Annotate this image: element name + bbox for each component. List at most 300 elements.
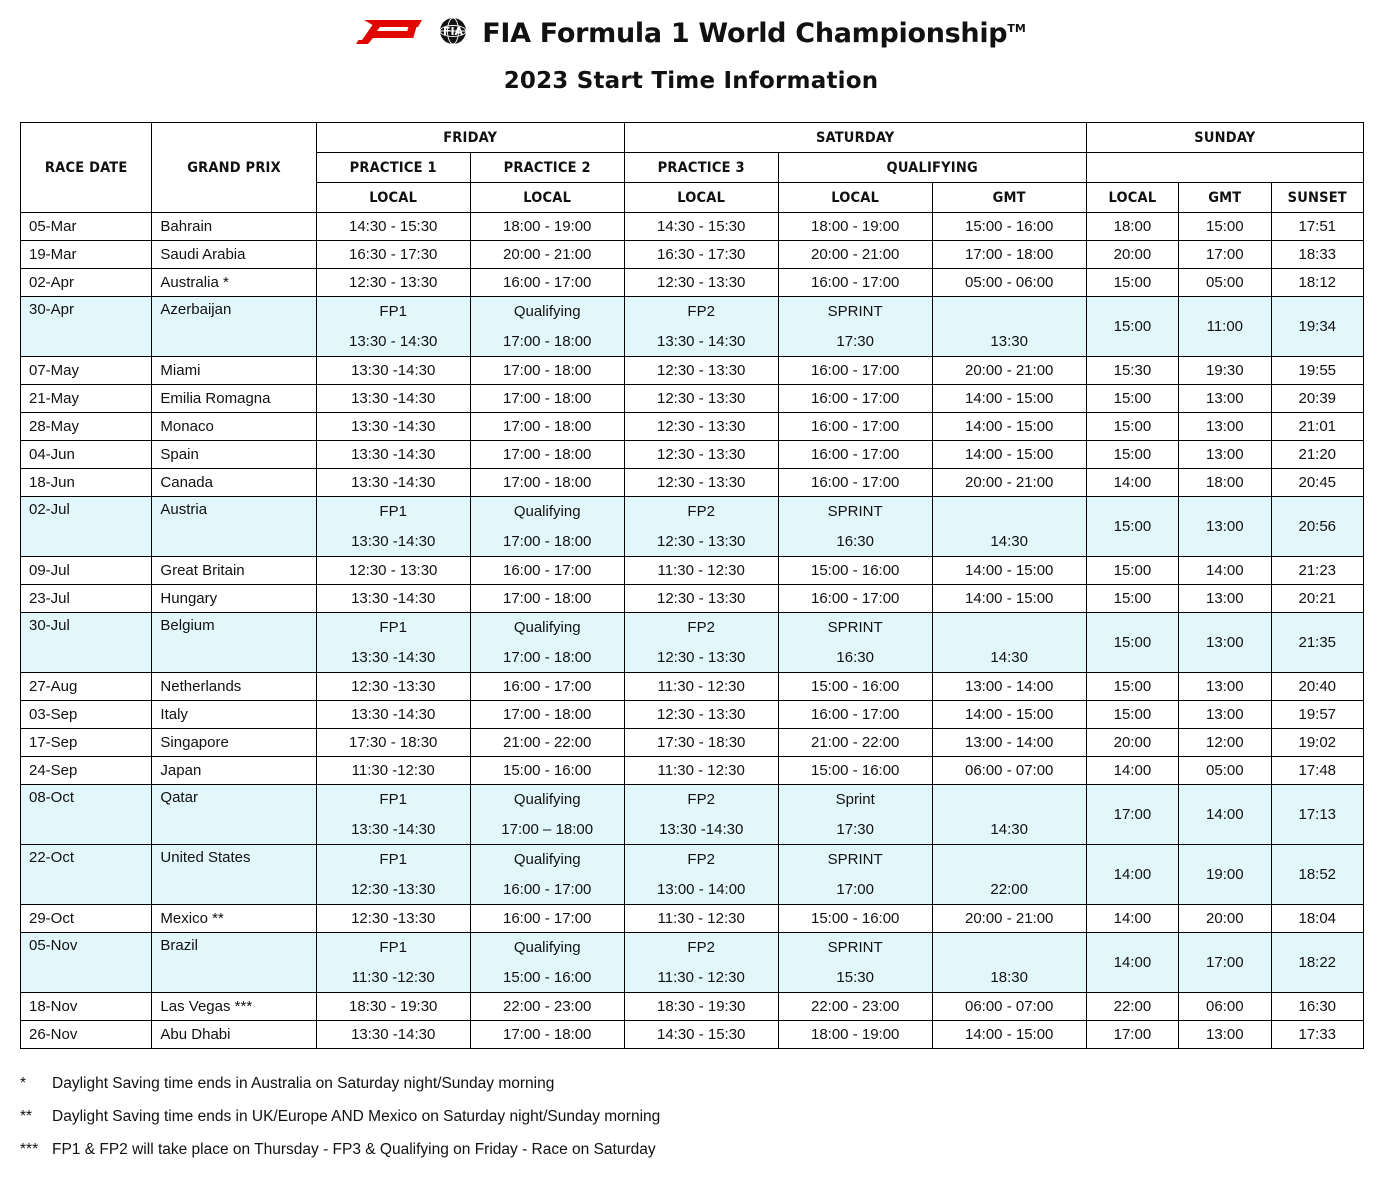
- col-header-practice-1: PRACTICE 1: [316, 153, 470, 183]
- row-race-gmt: 05:00: [1179, 269, 1271, 297]
- row-race-local: 14:00: [1086, 469, 1178, 497]
- row-race-local: 14:00: [1086, 905, 1178, 933]
- table-row: [21, 933, 1364, 963]
- row-race-date: 21-May: [21, 385, 152, 413]
- row-sunset: 20:56: [1271, 497, 1363, 557]
- row-sprint-label: SPRINT: [778, 613, 932, 643]
- row-qualifying-gmt: 15:00 - 16:00: [932, 213, 1086, 241]
- col-header-friday: FRIDAY: [316, 123, 624, 153]
- row-sprint-label: SPRINT: [778, 297, 932, 327]
- row-sprint-label: SPRINT: [778, 497, 932, 527]
- svg-text:FIA: FIA: [443, 24, 464, 38]
- row-race-gmt: 20:00: [1179, 905, 1271, 933]
- row-race-gmt: 15:00: [1179, 213, 1271, 241]
- row-practice2-label: Qualifying: [470, 297, 624, 327]
- row-practice1-local: 13:30 -14:30: [316, 1021, 470, 1049]
- row-practice2-local: 17:00 - 18:00: [470, 469, 624, 497]
- row-sunset: 21:23: [1271, 557, 1363, 585]
- row-race-date: 23-Jul: [21, 585, 152, 613]
- col-header-sunday: SUNDAY: [1086, 123, 1363, 153]
- row-qualifying-gmt-label: [932, 613, 1086, 643]
- row-qualifying-local: 18:00 - 19:00: [778, 1021, 932, 1049]
- row-race-date: 19-Mar: [21, 241, 152, 269]
- row-race-date: 29-Oct: [21, 905, 152, 933]
- table-row: [21, 357, 1364, 385]
- row-practice1-local: 13:30 -14:30: [316, 413, 470, 441]
- row-grand-prix: Hungary: [152, 585, 316, 613]
- row-qualifying-gmt: 13:00 - 14:00: [932, 729, 1086, 757]
- row-grand-prix: Brazil: [152, 933, 316, 993]
- row-qualifying-local: 16:00 - 17:00: [778, 585, 932, 613]
- row-practice3-local: 12:30 - 13:30: [624, 469, 778, 497]
- row-qualifying-local: 16:00 - 17:00: [778, 469, 932, 497]
- row-sunset: 20:21: [1271, 585, 1363, 613]
- row-practice2-local: 17:00 - 18:00: [470, 357, 624, 385]
- row-practice1-label: FP1: [316, 497, 470, 527]
- row-practice2-local: 16:00 - 17:00: [470, 905, 624, 933]
- row-practice2-local: 17:00 - 18:00: [470, 441, 624, 469]
- col-header-practice-2: PRACTICE 2: [470, 153, 624, 183]
- row-grand-prix: Italy: [152, 701, 316, 729]
- row-qualifying-gmt: 06:00 - 07:00: [932, 757, 1086, 785]
- row-sprint-local: 15:30: [778, 963, 932, 993]
- row-practice2-label: Qualifying: [470, 613, 624, 643]
- row-grand-prix: Netherlands: [152, 673, 316, 701]
- row-sunset: 16:30: [1271, 993, 1363, 1021]
- row-practice3-label: FP2: [624, 613, 778, 643]
- row-sunset: 19:55: [1271, 357, 1363, 385]
- footnote-marker: *: [20, 1075, 27, 1092]
- row-qualifying-local: 16:00 - 17:00: [778, 357, 932, 385]
- row-sunset: 20:39: [1271, 385, 1363, 413]
- col-header-race-gmt: GMT: [1179, 183, 1271, 213]
- row-practice2-local: 17:00 - 18:00: [470, 701, 624, 729]
- row-sprint-local: 17:00: [778, 875, 932, 905]
- row-sprint-gmt: 14:30: [932, 527, 1086, 557]
- row-practice3-local: 18:30 - 19:30: [624, 993, 778, 1021]
- row-race-gmt: 13:00: [1179, 701, 1271, 729]
- row-sunset: 21:01: [1271, 413, 1363, 441]
- row-grand-prix: Emilia Romagna: [152, 385, 316, 413]
- row-grand-prix: Bahrain: [152, 213, 316, 241]
- table-row: [21, 469, 1364, 497]
- fia-logo-icon: [436, 17, 470, 50]
- row-sprint-local: 16:30: [778, 527, 932, 557]
- row-race-date: 05-Nov: [21, 933, 152, 993]
- col-header-p2-local: LOCAL: [470, 183, 624, 213]
- row-sunset: 18:52: [1271, 845, 1363, 905]
- row-sunset: 18:33: [1271, 241, 1363, 269]
- row-qualifying-local: 16:00 - 17:00: [778, 385, 932, 413]
- row-qualifying-gmt: 06:00 - 07:00: [932, 993, 1086, 1021]
- row-practice1-local: 13:30 - 14:30: [316, 327, 470, 357]
- row-practice1-local: 13:30 -14:30: [316, 585, 470, 613]
- row-grand-prix: Monaco: [152, 413, 316, 441]
- row-race-local: 15:00: [1086, 613, 1178, 673]
- row-practice3-local: 13:30 - 14:30: [624, 327, 778, 357]
- row-race-gmt: 14:00: [1179, 557, 1271, 585]
- row-practice1-label: FP1: [316, 785, 470, 815]
- table-row: [21, 441, 1364, 469]
- row-practice1-label: FP1: [316, 613, 470, 643]
- row-qualifying-gmt: 13:00 - 14:00: [932, 673, 1086, 701]
- row-qualifying-local: 15:00 - 16:00: [778, 757, 932, 785]
- row-grand-prix: Saudi Arabia: [152, 241, 316, 269]
- row-race-date: 24-Sep: [21, 757, 152, 785]
- row-practice2-label: Qualifying: [470, 785, 624, 815]
- col-header-race-date: RACE DATE: [21, 123, 152, 213]
- row-race-local: 20:00: [1086, 241, 1178, 269]
- row-qualifying-gmt-label: [932, 497, 1086, 527]
- row-sunset: 18:22: [1271, 933, 1363, 993]
- row-practice1-local: 13:30 -14:30: [316, 701, 470, 729]
- row-practice1-local: 18:30 - 19:30: [316, 993, 470, 1021]
- table-row: [21, 845, 1364, 875]
- row-practice1-local: 13:30 -14:30: [316, 441, 470, 469]
- trademark-mark: TM: [1007, 21, 1026, 35]
- row-race-date: 03-Sep: [21, 701, 152, 729]
- row-grand-prix: Abu Dhabi: [152, 1021, 316, 1049]
- row-sunset: 20:45: [1271, 469, 1363, 497]
- row-sprint-local: 17:30: [778, 327, 932, 357]
- table-row: [21, 673, 1364, 701]
- row-race-local: 15:00: [1086, 673, 1178, 701]
- row-race-date: 02-Apr: [21, 269, 152, 297]
- row-qualifying-gmt: 20:00 - 21:00: [932, 357, 1086, 385]
- row-race-gmt: 13:00: [1179, 497, 1271, 557]
- row-practice1-local: 12:30 -13:30: [316, 875, 470, 905]
- row-race-date: 30-Jul: [21, 613, 152, 673]
- row-practice2-local: 17:00 - 18:00: [470, 643, 624, 673]
- row-race-local: 15:00: [1086, 269, 1178, 297]
- row-practice2-label: Qualifying: [470, 845, 624, 875]
- row-practice1-local: 12:30 -13:30: [316, 905, 470, 933]
- col-header-p1-local: LOCAL: [316, 183, 470, 213]
- row-practice3-local: 14:30 - 15:30: [624, 213, 778, 241]
- row-qualifying-gmt-label: [932, 845, 1086, 875]
- row-sprint-label: Sprint: [778, 785, 932, 815]
- f1-logo-icon: [356, 18, 424, 49]
- row-qualifying-gmt: 14:00 - 15:00: [932, 557, 1086, 585]
- row-race-date: 27-Aug: [21, 673, 152, 701]
- row-race-local: 17:00: [1086, 785, 1178, 845]
- row-race-gmt: 13:00: [1179, 673, 1271, 701]
- row-race-date: 18-Jun: [21, 469, 152, 497]
- row-race-date: 28-May: [21, 413, 152, 441]
- row-practice1-label: FP1: [316, 297, 470, 327]
- col-header-qualifying-local: LOCAL: [778, 183, 932, 213]
- row-practice1-local: 13:30 -14:30: [316, 385, 470, 413]
- row-practice1-local: 16:30 - 17:30: [316, 241, 470, 269]
- row-practice3-local: 12:30 - 13:30: [624, 441, 778, 469]
- row-practice3-local: 13:00 - 14:00: [624, 875, 778, 905]
- footnote-marker: **: [20, 1108, 33, 1126]
- row-qualifying-gmt: 14:00 - 15:00: [932, 585, 1086, 613]
- row-qualifying-gmt: 17:00 - 18:00: [932, 241, 1086, 269]
- row-practice3-local: 11:30 - 12:30: [624, 557, 778, 585]
- row-sunset: 19:57: [1271, 701, 1363, 729]
- table-head: [21, 123, 1364, 213]
- col-header-practice-3: PRACTICE 3: [624, 153, 778, 183]
- table-row: [21, 413, 1364, 441]
- row-practice2-local: 17:00 - 18:00: [470, 585, 624, 613]
- row-race-gmt: 05:00: [1179, 757, 1271, 785]
- row-race-gmt: 12:00: [1179, 729, 1271, 757]
- schedule-table-wrapper: [20, 122, 1364, 1049]
- row-race-local: 15:00: [1086, 441, 1178, 469]
- table-row: [21, 557, 1364, 585]
- row-practice2-local: 22:00 - 23:00: [470, 993, 624, 1021]
- row-qualifying-gmt: 14:00 - 15:00: [932, 441, 1086, 469]
- row-sunset: 18:12: [1271, 269, 1363, 297]
- row-qualifying-gmt: 14:00 - 15:00: [932, 413, 1086, 441]
- row-practice2-local: 15:00 - 16:00: [470, 963, 624, 993]
- row-grand-prix: United States: [152, 845, 316, 905]
- table-row: [21, 613, 1364, 643]
- row-practice2-local: 15:00 - 16:00: [470, 757, 624, 785]
- row-qualifying-gmt: 14:00 - 15:00: [932, 1021, 1086, 1049]
- footnote: [20, 1108, 1382, 1125]
- row-race-local: 15:00: [1086, 701, 1178, 729]
- row-practice2-label: Qualifying: [470, 497, 624, 527]
- row-practice2-local: 17:00 - 18:00: [470, 413, 624, 441]
- row-practice2-label: Qualifying: [470, 933, 624, 963]
- footnote-text: FP1 & FP2 will take place on Thursday - FP3 & Qualifying on Friday - Race on Saturday: [52, 1141, 656, 1159]
- row-practice3-local: 12:30 - 13:30: [624, 357, 778, 385]
- row-practice3-local: 11:30 - 12:30: [624, 963, 778, 993]
- row-race-gmt: 13:00: [1179, 385, 1271, 413]
- row-sunset: 17:48: [1271, 757, 1363, 785]
- row-race-local: 15:00: [1086, 497, 1178, 557]
- row-practice2-local: 16:00 - 17:00: [470, 557, 624, 585]
- brand-header: [0, 0, 1382, 50]
- row-race-date: 17-Sep: [21, 729, 152, 757]
- row-practice3-local: 12:30 - 13:30: [624, 385, 778, 413]
- footnotes: [20, 1075, 1382, 1158]
- row-race-date: 08-Oct: [21, 785, 152, 845]
- row-practice3-local: 12:30 - 13:30: [624, 527, 778, 557]
- row-qualifying-local: 22:00 - 23:00: [778, 993, 932, 1021]
- row-qualifying-local: 18:00 - 19:00: [778, 213, 932, 241]
- row-practice3-local: 11:30 - 12:30: [624, 673, 778, 701]
- row-race-gmt: 13:00: [1179, 441, 1271, 469]
- row-race-date: 07-May: [21, 357, 152, 385]
- row-practice2-local: 17:00 - 18:00: [470, 1021, 624, 1049]
- row-race-gmt: 19:00: [1179, 845, 1271, 905]
- row-sprint-gmt: 14:30: [932, 643, 1086, 673]
- table-row: [21, 757, 1364, 785]
- col-header-grand-prix: GRAND PRIX: [152, 123, 316, 213]
- row-sunset: 18:04: [1271, 905, 1363, 933]
- row-practice1-local: 13:30 -14:30: [316, 527, 470, 557]
- row-practice2-local: 17:00 - 18:00: [470, 527, 624, 557]
- row-race-date: 26-Nov: [21, 1021, 152, 1049]
- row-race-gmt: 17:00: [1179, 241, 1271, 269]
- row-qualifying-local: 15:00 - 16:00: [778, 557, 932, 585]
- row-practice1-local: 12:30 -13:30: [316, 673, 470, 701]
- row-qualifying-gmt-label: [932, 785, 1086, 815]
- row-grand-prix: Qatar: [152, 785, 316, 845]
- row-qualifying-local: 15:00 - 16:00: [778, 905, 932, 933]
- row-practice3-label: FP2: [624, 785, 778, 815]
- table-row: [21, 241, 1364, 269]
- row-qualifying-local: 20:00 - 21:00: [778, 241, 932, 269]
- row-sunset: 17:33: [1271, 1021, 1363, 1049]
- table-row: [21, 497, 1364, 527]
- row-sprint-local: 16:30: [778, 643, 932, 673]
- row-practice1-local: 13:30 -14:30: [316, 815, 470, 845]
- row-qualifying-gmt: 05:00 - 06:00: [932, 269, 1086, 297]
- row-practice2-local: 17:00 - 18:00: [470, 327, 624, 357]
- row-race-date: 30-Apr: [21, 297, 152, 357]
- row-sprint-gmt: 14:30: [932, 815, 1086, 845]
- row-qualifying-local: 16:00 - 17:00: [778, 441, 932, 469]
- row-practice1-local: 13:30 -14:30: [316, 357, 470, 385]
- row-grand-prix: Singapore: [152, 729, 316, 757]
- row-practice2-local: 16:00 - 17:00: [470, 875, 624, 905]
- row-grand-prix: Spain: [152, 441, 316, 469]
- row-sunset: 20:40: [1271, 673, 1363, 701]
- footnote: [20, 1141, 1382, 1158]
- row-practice3-label: FP2: [624, 933, 778, 963]
- row-practice2-local: 17:00 – 18:00: [470, 815, 624, 845]
- col-header-sunset: SUNSET: [1271, 183, 1363, 213]
- row-sprint-label: SPRINT: [778, 845, 932, 875]
- table-row: [21, 729, 1364, 757]
- row-grand-prix: Belgium: [152, 613, 316, 673]
- row-practice1-local: 11:30 -12:30: [316, 963, 470, 993]
- row-race-local: 15:00: [1086, 557, 1178, 585]
- row-qualifying-local: 15:00 - 16:00: [778, 673, 932, 701]
- row-race-local: 15:00: [1086, 585, 1178, 613]
- row-race-local: 14:00: [1086, 845, 1178, 905]
- table-row: [21, 213, 1364, 241]
- row-race-date: 18-Nov: [21, 993, 152, 1021]
- row-grand-prix: Great Britain: [152, 557, 316, 585]
- table-row: [21, 993, 1364, 1021]
- row-practice1-local: 11:30 -12:30: [316, 757, 470, 785]
- row-practice1-local: 12:30 - 13:30: [316, 269, 470, 297]
- row-race-date: 04-Jun: [21, 441, 152, 469]
- row-practice3-local: 11:30 - 12:30: [624, 757, 778, 785]
- row-sunset: 19:34: [1271, 297, 1363, 357]
- col-header-p3-local: LOCAL: [624, 183, 778, 213]
- row-practice3-local: 14:30 - 15:30: [624, 1021, 778, 1049]
- footnote-text: Daylight Saving time ends in UK/Europe AND Mexico on Saturday night/Sunday morning: [52, 1108, 661, 1126]
- row-race-gmt: 17:00: [1179, 933, 1271, 993]
- table-row: [21, 785, 1364, 815]
- row-practice1-local: 12:30 - 13:30: [316, 557, 470, 585]
- row-grand-prix: Azerbaijan: [152, 297, 316, 357]
- row-grand-prix: Australia *: [152, 269, 316, 297]
- row-race-local: 15:00: [1086, 297, 1178, 357]
- table-row: [21, 269, 1364, 297]
- col-header-saturday: SATURDAY: [624, 123, 1086, 153]
- row-race-date: 22-Oct: [21, 845, 152, 905]
- row-race-gmt: 19:30: [1179, 357, 1271, 385]
- row-race-gmt: 13:00: [1179, 585, 1271, 613]
- page-title: 2023 Start Time Information: [503, 68, 879, 94]
- footnote-marker: ***: [20, 1141, 39, 1159]
- row-grand-prix: Canada: [152, 469, 316, 497]
- row-race-local: 15:00: [1086, 385, 1178, 413]
- row-race-date: 02-Jul: [21, 497, 152, 557]
- row-practice3-label: FP2: [624, 845, 778, 875]
- row-race-gmt: 11:00: [1179, 297, 1271, 357]
- row-race-date: 05-Mar: [21, 213, 152, 241]
- footnote: [20, 1075, 1382, 1092]
- row-race-gmt: 13:00: [1179, 413, 1271, 441]
- col-header-race-local: LOCAL: [1086, 183, 1178, 213]
- row-qualifying-local: 16:00 - 17:00: [778, 413, 932, 441]
- row-practice2-local: 18:00 - 19:00: [470, 213, 624, 241]
- row-race-gmt: 13:00: [1179, 1021, 1271, 1049]
- table-body: [21, 213, 1364, 1049]
- table-row: [21, 585, 1364, 613]
- row-practice3-local: 12:30 - 13:30: [624, 413, 778, 441]
- row-practice1-local: 13:30 -14:30: [316, 469, 470, 497]
- table-row: [21, 297, 1364, 327]
- row-sunset: 19:02: [1271, 729, 1363, 757]
- schedule-table: [20, 122, 1364, 1049]
- row-practice3-local: 12:30 - 13:30: [624, 585, 778, 613]
- row-practice3-label: FP2: [624, 297, 778, 327]
- row-sunset: 21:20: [1271, 441, 1363, 469]
- col-header-qualifying-gmt: GMT: [932, 183, 1086, 213]
- brand-title: [482, 17, 1026, 49]
- row-sprint-gmt: 18:30: [932, 963, 1086, 993]
- row-qualifying-gmt-label: [932, 933, 1086, 963]
- row-race-gmt: 13:00: [1179, 613, 1271, 673]
- row-practice2-local: 16:00 - 17:00: [470, 673, 624, 701]
- row-practice3-local: 12:30 - 13:30: [624, 701, 778, 729]
- row-practice2-local: 16:00 - 17:00: [470, 269, 624, 297]
- row-qualifying-local: 16:00 - 17:00: [778, 269, 932, 297]
- row-qualifying-local: 21:00 - 22:00: [778, 729, 932, 757]
- row-sprint-gmt: 13:30: [932, 327, 1086, 357]
- row-race-local: 22:00: [1086, 993, 1178, 1021]
- brand-title-text: FIA Formula 1 World Championship: [482, 17, 1008, 49]
- row-practice1-local: 14:30 - 15:30: [316, 213, 470, 241]
- row-grand-prix: Miami: [152, 357, 316, 385]
- row-qualifying-gmt: 20:00 - 21:00: [932, 469, 1086, 497]
- row-practice1-local: 13:30 -14:30: [316, 643, 470, 673]
- row-race-gmt: 06:00: [1179, 993, 1271, 1021]
- row-grand-prix: Japan: [152, 757, 316, 785]
- row-race-local: 14:00: [1086, 933, 1178, 993]
- row-grand-prix: Austria: [152, 497, 316, 557]
- row-practice3-local: 12:30 - 13:30: [624, 269, 778, 297]
- row-race-local: 14:00: [1086, 757, 1178, 785]
- row-practice2-local: 20:00 - 21:00: [470, 241, 624, 269]
- row-race-local: 15:00: [1086, 413, 1178, 441]
- row-practice3-local: 13:30 -14:30: [624, 815, 778, 845]
- row-qualifying-gmt: 14:00 - 15:00: [932, 701, 1086, 729]
- row-race-local: 20:00: [1086, 729, 1178, 757]
- row-race-date: 09-Jul: [21, 557, 152, 585]
- row-sprint-label: SPRINT: [778, 933, 932, 963]
- row-qualifying-gmt-label: [932, 297, 1086, 327]
- table-row: [21, 1021, 1364, 1049]
- row-sprint-local: 17:30: [778, 815, 932, 845]
- row-race-local: 18:00: [1086, 213, 1178, 241]
- row-practice3-label: FP2: [624, 497, 778, 527]
- row-race-local: 17:00: [1086, 1021, 1178, 1049]
- row-practice3-local: 17:30 - 18:30: [624, 729, 778, 757]
- row-grand-prix: Las Vegas ***: [152, 993, 316, 1021]
- header-row-groups: [21, 123, 1364, 153]
- row-race-gmt: 18:00: [1179, 469, 1271, 497]
